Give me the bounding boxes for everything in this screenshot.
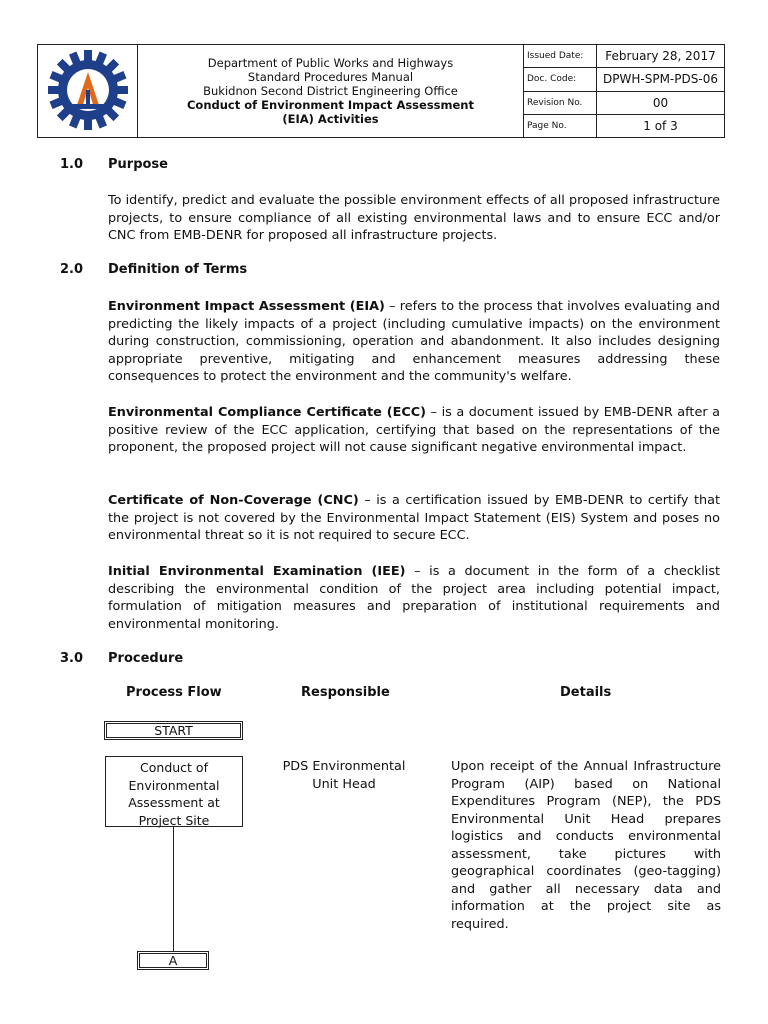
step1-responsible: PDS Environmental Unit Head [282,759,406,792]
header-title-block [138,45,524,138]
revision-label: Revision No. [524,91,597,114]
column-details: Details [560,685,612,700]
section-number: 1.0 [60,157,84,172]
definition-term: Certificate of Non-Coverage (CNC) [108,493,359,508]
doc-code-value: DPWH-SPM-PDS-06 [597,68,725,91]
definition-text: – is a certification issued by EMB-DENR to certify that the project is not covered by the Environmental Impact Statement (EIS) System and poses no environmental threat so it is not required to secure ECC. [108,493,721,543]
section-number: 2.0 [60,262,84,277]
section-number: 3.0 [60,651,84,666]
flow-connector-line [173,827,174,951]
org-name: Department of Public Works and Highways [207,56,454,70]
flow-start-box: START [104,721,243,740]
section-purpose-heading [60,157,168,172]
office-name: Bukidnon Second District Engineering Office [203,84,458,98]
section-definitions-heading [60,262,247,277]
issued-date-value: February 28, 2017 [597,45,725,68]
section-title: Purpose [108,157,168,172]
manual-name: Standard Procedures Manual [247,70,414,84]
doc-code-label: Doc. Code: [524,68,597,91]
column-process-flow: Process Flow [126,685,222,700]
page-no-value: 1 of 3 [597,114,725,137]
revision-value: 00 [597,91,725,114]
page-no-label: Page No. [524,114,597,137]
definition-term: Initial Environmental Examination (IEE) [108,564,406,579]
definition-eia [108,298,720,386]
doc-title-line1: Conduct of Environment Impact Assessment [186,98,474,112]
dpwh-logo [38,45,138,138]
definition-cnc [108,492,720,545]
definition-text: – is a document in the form of a checklist describing the environmental condition of the project area including potential impact, formulation of mitigation measures and preparation of institutional requirements and environmental monitoring. [108,564,720,632]
section-title: Definition of Terms [108,262,248,277]
issued-date-label: Issued Date: [524,45,597,68]
section-procedure-heading [60,651,183,666]
definition-term: Environment Impact Assessment (EIA) [108,299,385,314]
definition-term: Environmental Compliance Certificate (ECC) [108,405,427,420]
flow-step-environmental-assessment: Conduct of Environmental Assessment at Project Site [105,756,243,827]
step1-details: Upon receipt of the Annual Infrastructure Program (AIP) based on National Expenditures Program (NEP), the PDS Environmental Unit Head prepares logistics and conducts environmental assessment, take pictures with geographical coordinates (geo-tagging) and gather all necessary data and information at the project site as required. [451,759,721,932]
doc-title-line2: (EIA) Activities [282,112,379,126]
definition-ecc [108,404,720,457]
purpose-text: To identify, predict and evaluate the possible environment effects of all proposed infrastructure projects, to ensure compliance of all existing environmental laws and to ensure ECC and/or CNC from EMB-DENR for proposed all infrastructure projects. [108,193,720,243]
definition-text: – is a document issued by EMB-DENR after a positive review of the ECC application, certifying that based on the representations of the proponent, the proposed project will not cause significant negative environmental impact. [108,405,720,455]
gear-logo-icon [46,48,130,132]
column-responsible: Responsible [301,685,390,700]
section-title: Procedure [108,651,184,666]
definition-iee [108,563,720,633]
document-header [37,44,725,138]
definition-text: – refers to the process that involves evaluating and predicting the likely impacts of a project (including cumulative impacts) on the environment during construction, commissioning, operation and abandonment. It also includes designing appropriate preventive, mitigating and enhancement measures addressing these consequences to protect the environment and the community's welfare. [108,299,721,384]
flow-offpage-connector-a: A [137,951,209,970]
